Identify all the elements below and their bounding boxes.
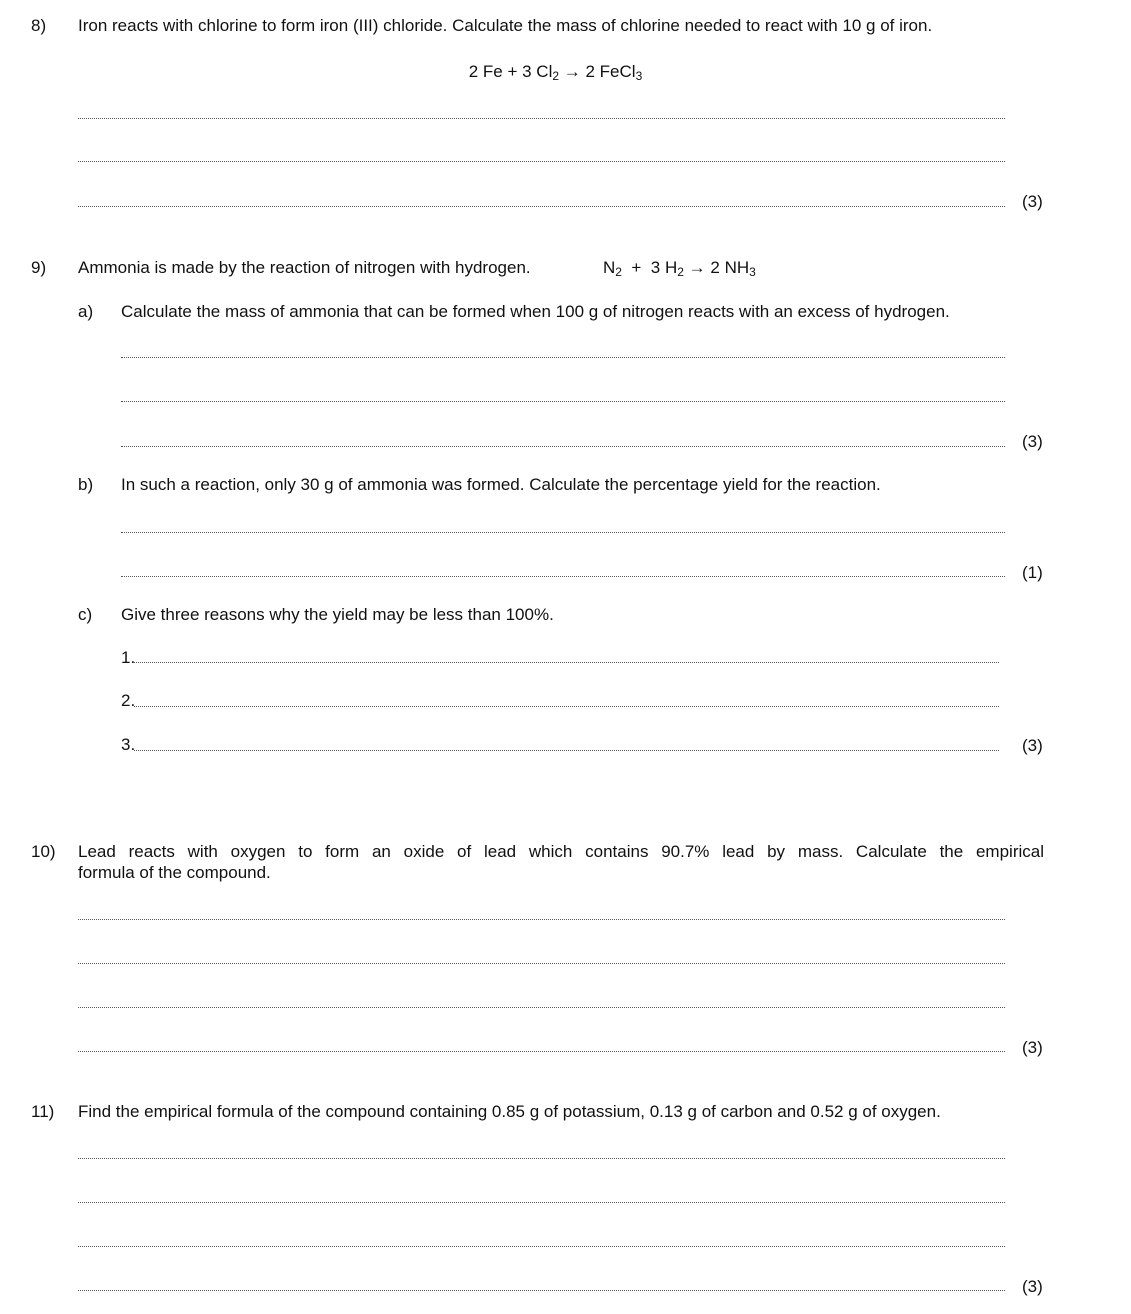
q8-answer-line-3[interactable] (78, 206, 1005, 207)
q9c-label: c) (78, 605, 93, 624)
q9a-label: a) (78, 302, 94, 321)
q9c-answer-line-3[interactable] (134, 750, 999, 751)
q9-eq-nh-sub: 3 (749, 265, 756, 279)
q9-eq-n: N (603, 258, 616, 277)
q8-eq-rhs: 2 FeCl (585, 62, 636, 81)
q9b-label: b) (78, 475, 94, 494)
q11-answer-line-3[interactable] (78, 1246, 1005, 1247)
q9a-answer-line-1[interactable] (121, 357, 1005, 358)
q10-answer-line-2[interactable] (78, 963, 1005, 964)
q9c-item-2-label: 2. (121, 691, 136, 710)
q8-text: Iron reacts with chlorine to form iron (III) chloride. Calculate the mass of chlorine needed to react with 10 g of iron. (78, 16, 933, 35)
q8-eq-sub1: 2 (552, 69, 560, 83)
q9c-item-3-label: 3. (121, 735, 136, 754)
q9c-answer-line-1[interactable] (134, 662, 999, 663)
q8-eq-arrow: → (563, 62, 581, 81)
q9b-answer-line-2[interactable] (121, 576, 1005, 577)
q11-answer-line-2[interactable] (78, 1202, 1005, 1203)
q8-number: 8) (31, 16, 47, 35)
q9b-text: In such a reaction, only 30 g of ammonia was formed. Calculate the percentage yield for the reaction. (121, 475, 881, 494)
q10-answer-line-4[interactable] (78, 1051, 1005, 1052)
q10-answer-line-1[interactable] (78, 919, 1005, 920)
q9b-marks: (1) (1022, 563, 1043, 582)
q9-equation (603, 258, 756, 278)
q11-answer-line-4[interactable] (78, 1290, 1005, 1291)
q10-text-line-1: Lead reacts with oxygen to form an oxide of lead which contains 90.7% lead by mass. Calculate the empirical (78, 842, 1044, 861)
q9a-text: Calculate the mass of ammonia that can be formed when 100 g of nitrogen reacts with an excess of hydrogen. (121, 302, 950, 321)
q8-answer-line-2[interactable] (78, 161, 1005, 162)
q8-eq-sub2: 3 (635, 69, 643, 83)
q10-marks: (3) (1022, 1038, 1043, 1057)
q9c-text: Give three reasons why the yield may be less than 100%. (121, 605, 554, 624)
q10-answer-line-3[interactable] (78, 1007, 1005, 1008)
q11-marks: (3) (1022, 1277, 1043, 1296)
q11-text: Find the empirical formula of the compound containing 0.85 g of potassium, 0.13 g of carbon and 0.52 g of oxygen. (78, 1102, 941, 1121)
q9b-answer-line-1[interactable] (121, 532, 1005, 533)
q8-answer-line-1[interactable] (78, 118, 1005, 119)
q11-answer-line-1[interactable] (78, 1158, 1005, 1159)
q8-equation (0, 62, 1111, 82)
q9-eq-n-sub: 2 (615, 265, 622, 279)
q9c-answer-line-2[interactable] (134, 706, 999, 707)
q9a-answer-line-3[interactable] (121, 446, 1005, 447)
q9-eq-arrow: → (688, 258, 706, 277)
q9-number: 9) (31, 258, 47, 277)
q10-number: 10) (31, 842, 56, 861)
q10-text-line-2: formula of the compound. (78, 863, 271, 882)
q8-eq-lhs: 2 Fe + 3 Cl (468, 62, 553, 81)
q9a-marks: (3) (1022, 432, 1043, 451)
q11-number: 11) (31, 1102, 55, 1121)
q9-text: Ammonia is made by the reaction of nitrogen with hydrogen. (78, 258, 531, 277)
q8-marks: (3) (1022, 192, 1043, 211)
q9c-marks: (3) (1022, 736, 1043, 755)
q9c-item-1-label: 1. (121, 648, 136, 667)
q9a-answer-line-2[interactable] (121, 401, 1005, 402)
q9-eq-h: + 3 H (621, 258, 678, 277)
q9-eq-h-sub: 2 (677, 265, 684, 279)
q9-eq-nh: 2 NH (710, 258, 750, 277)
